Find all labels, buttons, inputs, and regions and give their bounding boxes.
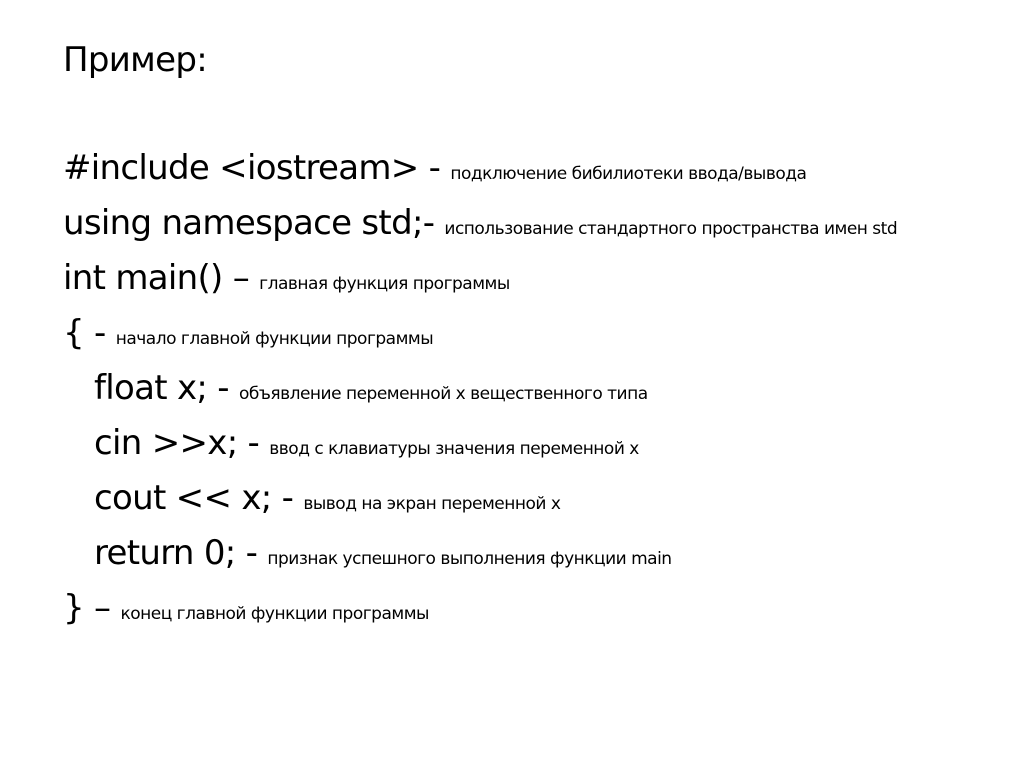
code-line-return [94, 531, 672, 575]
code-comment: объявление переменной x вещественного типа [238, 384, 648, 404]
code-line-using-namespace [63, 201, 897, 245]
separator: - [237, 423, 270, 463]
code-comment: главная функция программы [259, 274, 510, 294]
code-text: #include <iostream> [63, 148, 419, 188]
code-comment: подключение бибилиотеки ввода/вывода [450, 164, 807, 184]
separator: - [207, 368, 239, 408]
code-line-include [63, 146, 806, 190]
separator: - [422, 203, 445, 243]
separator: – [83, 588, 121, 628]
separator: – [222, 258, 260, 298]
separator: - [271, 478, 304, 518]
code-comment: конец главной функции программы [120, 604, 429, 624]
code-text: int main() [63, 258, 223, 298]
code-text: using namespace std; [63, 203, 423, 243]
code-comment: признак успешного выполнения функции main [267, 549, 672, 569]
code-line-close-brace [63, 586, 429, 630]
code-text: cout << x; [94, 478, 272, 518]
code-comment: вывод на экран переменной x [303, 494, 561, 514]
code-comment: начало главной функции программы [115, 329, 434, 349]
code-line-open-brace [63, 311, 433, 355]
code-comment: использование стандартного пространства имен std [444, 219, 898, 239]
separator: - [235, 533, 268, 573]
code-line-cin [94, 421, 639, 465]
code-line-main [63, 256, 510, 300]
slide-title: Пример: [63, 40, 207, 80]
code-comment: ввод с клавиатуры значения переменной x [269, 439, 639, 459]
code-line-float [94, 366, 648, 410]
code-text: { [63, 313, 84, 353]
code-text: } [63, 588, 84, 628]
code-line-cout [94, 476, 560, 520]
code-text: float x; [94, 368, 208, 408]
code-text: cin >>x; [94, 423, 238, 463]
separator: - [418, 148, 451, 188]
code-text: return 0; [94, 533, 236, 573]
separator: - [83, 313, 116, 353]
